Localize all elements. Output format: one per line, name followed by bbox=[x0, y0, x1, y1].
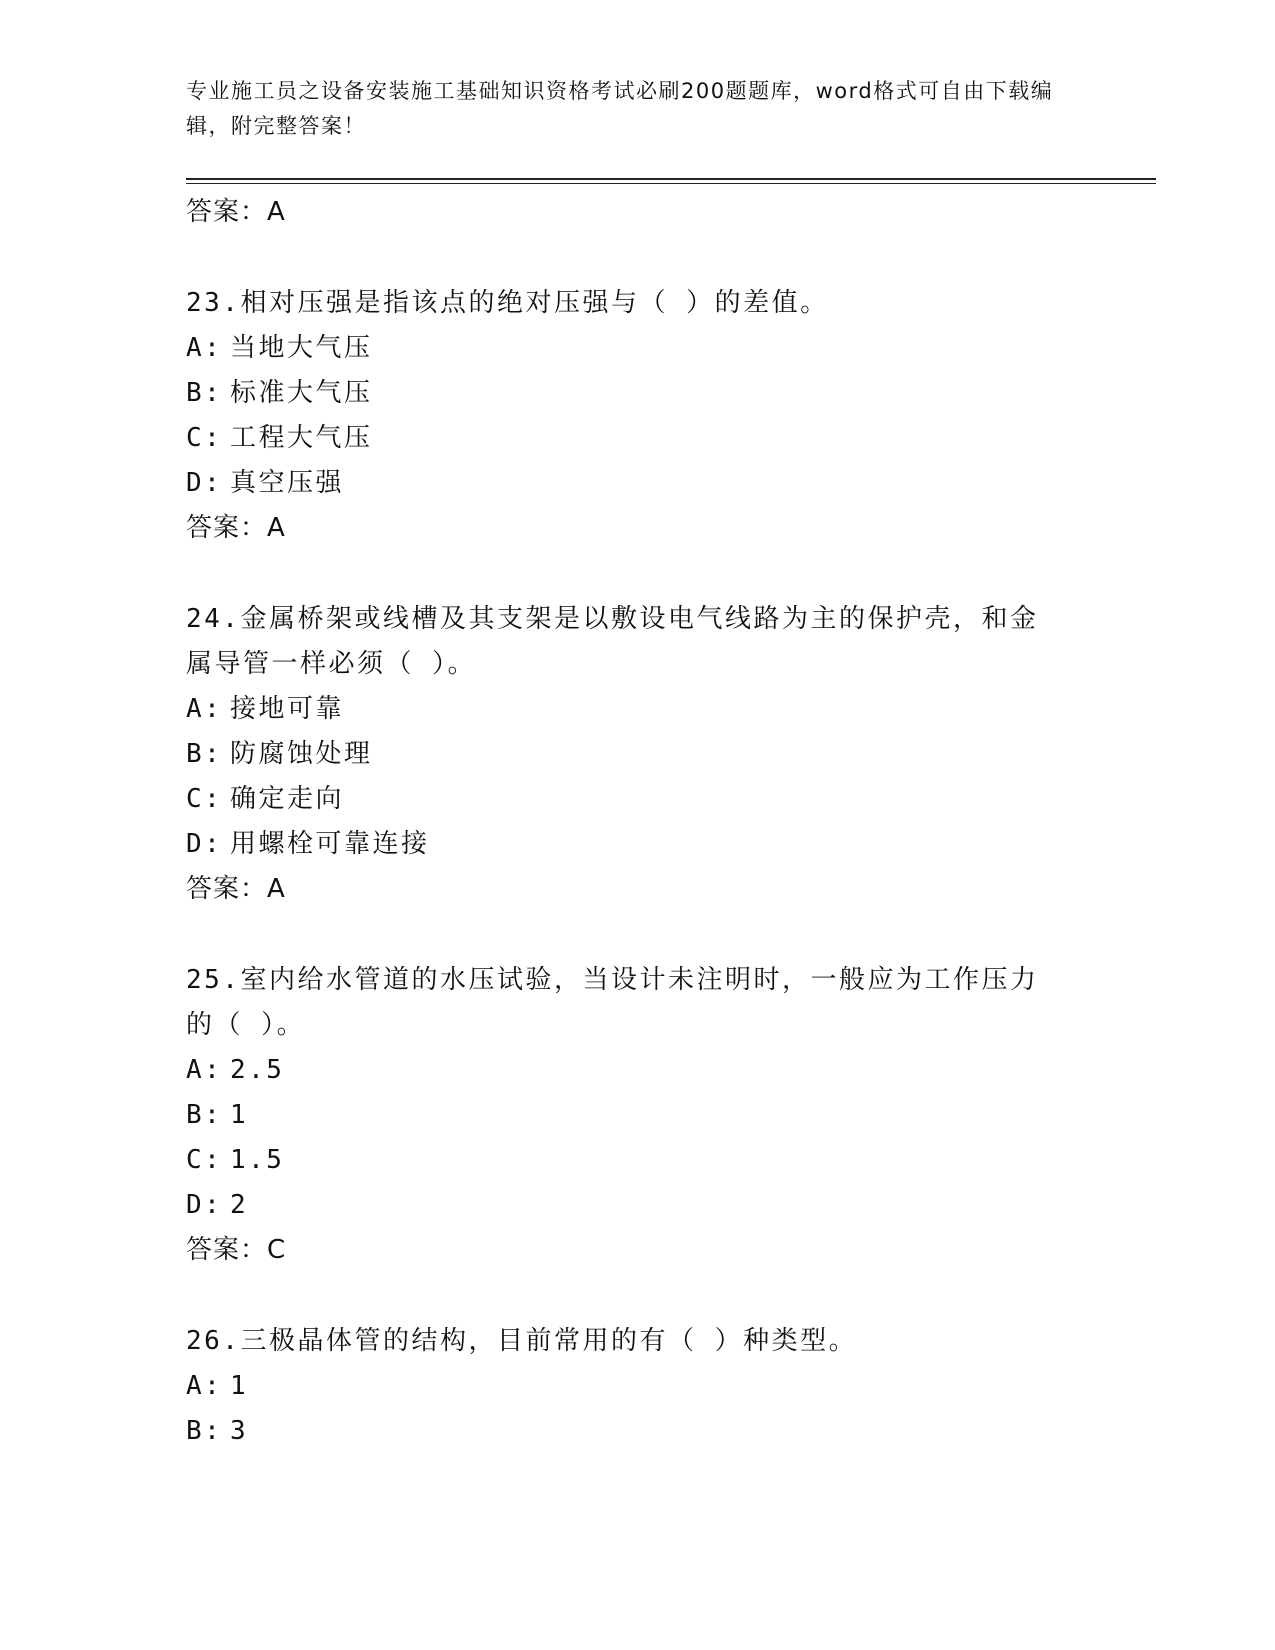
option-text: 标准大气压 bbox=[230, 378, 373, 408]
header-rule-thin bbox=[186, 183, 1156, 184]
header-rule-thick bbox=[186, 178, 1156, 180]
option-letter: C: bbox=[186, 423, 223, 453]
spacer bbox=[186, 912, 1086, 958]
option-text: 1.5 bbox=[230, 1145, 285, 1175]
question-text: 26.三极晶体管的结构，目前常用的有（ ）种类型。 bbox=[186, 1326, 858, 1356]
answer-line: 答案：A bbox=[186, 513, 286, 543]
option-text: 3 bbox=[230, 1416, 249, 1446]
option-letter: B: bbox=[186, 1100, 223, 1130]
spacer bbox=[186, 235, 1086, 281]
question-list bbox=[186, 190, 1086, 1454]
option-a bbox=[186, 687, 1086, 732]
option-text: 防腐蚀处理 bbox=[230, 739, 373, 769]
option-text: 1 bbox=[230, 1371, 249, 1401]
option-letter: B: bbox=[186, 378, 223, 408]
option-text: 接地可靠 bbox=[230, 694, 345, 724]
option-letter: D: bbox=[186, 829, 223, 859]
option-text: 确定走向 bbox=[230, 784, 345, 814]
option-text: 真空压强 bbox=[230, 468, 345, 498]
answer-line: 答案：A bbox=[186, 874, 286, 904]
option-letter: C: bbox=[186, 784, 223, 814]
option-text: 2.5 bbox=[230, 1055, 285, 1085]
option-letter: D: bbox=[186, 1190, 223, 1220]
option-d bbox=[186, 461, 1086, 506]
option-a bbox=[186, 326, 1086, 371]
option-b bbox=[186, 371, 1086, 416]
question-block bbox=[186, 597, 1086, 912]
question-block bbox=[186, 281, 1086, 551]
option-a bbox=[186, 1364, 1086, 1409]
option-d bbox=[186, 1183, 1086, 1228]
question-block bbox=[186, 1319, 1086, 1454]
previous-answer: 答案：A bbox=[186, 197, 286, 227]
spacer bbox=[186, 551, 1086, 597]
option-letter: C: bbox=[186, 1145, 223, 1175]
option-c bbox=[186, 416, 1086, 461]
option-text: 用螺栓可靠连接 bbox=[230, 829, 430, 859]
spacer bbox=[186, 1273, 1086, 1319]
option-letter: A: bbox=[186, 694, 223, 724]
option-c bbox=[186, 777, 1086, 822]
option-text: 工程大气压 bbox=[230, 423, 373, 453]
option-b bbox=[186, 1093, 1086, 1138]
option-letter: A: bbox=[186, 1371, 223, 1401]
option-text: 1 bbox=[230, 1100, 249, 1130]
question-block bbox=[186, 958, 1086, 1273]
answer-line: 答案：C bbox=[186, 1235, 287, 1265]
option-letter: A: bbox=[186, 333, 223, 363]
option-b bbox=[186, 1409, 1086, 1454]
document-header: 专业施工员之设备安装施工基础知识资格考试必刷200题题库，word格式可自由下载编辑，附完整答案！ bbox=[186, 79, 1054, 138]
question-text: 24.金属桥架或线槽及其支架是以敷设电气线路为主的保护壳，和金属导管一样必须（ ）。 bbox=[186, 604, 1039, 679]
question-text: 23.相对压强是指该点的绝对压强与（ ）的差值。 bbox=[186, 288, 829, 318]
option-letter: D: bbox=[186, 468, 223, 498]
option-text: 2 bbox=[230, 1190, 249, 1220]
option-letter: B: bbox=[186, 739, 223, 769]
option-a bbox=[186, 1048, 1086, 1093]
option-letter: A: bbox=[186, 1055, 223, 1085]
option-d bbox=[186, 822, 1086, 867]
option-c bbox=[186, 1138, 1086, 1183]
question-text: 25.室内给水管道的水压试验，当设计未注明时，一般应为工作压力的（ ）。 bbox=[186, 965, 1039, 1040]
option-b bbox=[186, 732, 1086, 777]
option-text: 当地大气压 bbox=[230, 333, 373, 363]
option-letter: B: bbox=[186, 1416, 223, 1446]
